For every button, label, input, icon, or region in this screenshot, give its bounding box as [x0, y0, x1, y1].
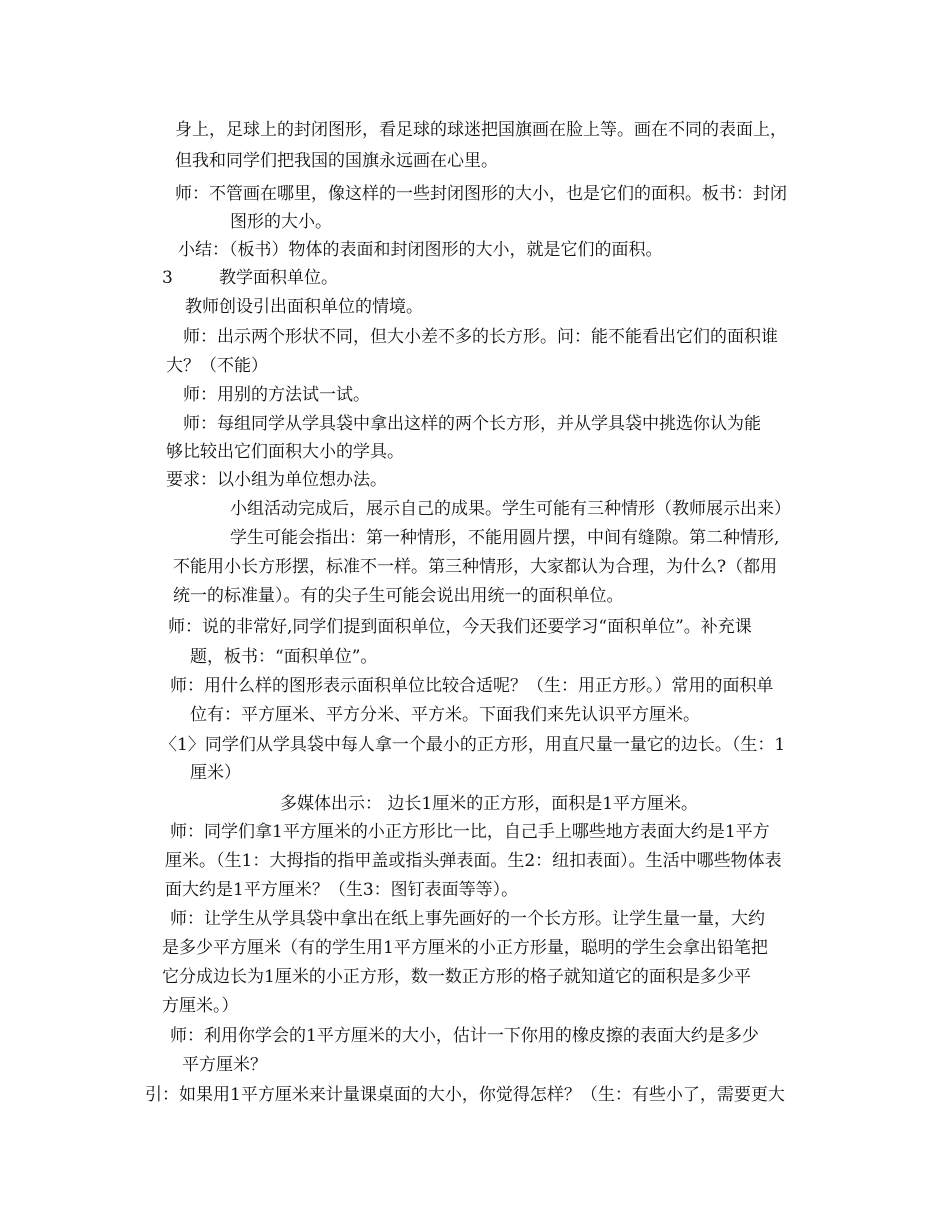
text-line: 多媒体出示： 边长1厘米的正方形，面积是1平方厘米。: [280, 794, 699, 814]
text-line: 但我和同学们把我国的国旗永远画在心里。: [175, 151, 498, 171]
text-line: 师：用什么样的图形表示面积单位比较合适呢？（生：用正方形。）常用的面积单: [170, 676, 774, 696]
text-line: 师：出示两个形状不同，但大小差不多的长方形。问：能不能看出它们的面积谁: [183, 327, 778, 347]
text-line: 平方厘米？: [182, 1055, 267, 1075]
text-line: 小组活动完成后，展示自己的成果。学生可能有三种情形（教师展示出来）: [230, 499, 791, 519]
text-line: 大？（不能）: [166, 356, 268, 376]
text-line: 小结：（板书）物体的表面和封闭图形的大小，就是它们的面积。: [178, 240, 663, 260]
text-line: 方厘米。）: [162, 996, 239, 1016]
text-line: 教师创设引出面积单位的情境。: [185, 297, 423, 317]
text-line: 师：说的非常好,同学们提到面积单位，今天我们还要学习“面积单位”。补充课: [168, 617, 752, 637]
text-line: 面大约是1平方厘米？（生3：图钉表面等等）。: [165, 880, 519, 900]
text-line: 是多少平方厘米（有的学生用1平方厘米的小正方形量，聪明的学生会拿出铅笔把: [162, 938, 768, 958]
text-line: 题，板书：“面积单位”。: [190, 647, 378, 667]
text-line: 厘米）: [190, 763, 241, 783]
text-line: 厘米。（生1：大拇指的指甲盖或指头弹表面。生2：纽扣表面）。生活中哪些物体表: [165, 851, 782, 871]
text-line: 师：用别的方法试一试。: [183, 385, 370, 405]
section-heading: 教学面积单位。: [219, 268, 338, 288]
text-line: 师：每组同学从学具袋中拿出这样的两个长方形，并从学具袋中挑选你认为能: [183, 414, 761, 434]
text-line: 师：同学们拿1平方厘米的小正方形比一比，自己手上哪些地方表面大约是1平方: [170, 822, 770, 842]
text-line: 不能用小长方形摆，标准不一样。第三种情形，大家都认为合理，为什么?（都用: [173, 557, 778, 577]
text-line: 位有：平方厘米、平方分米、平方米。下面我们来先认识平方厘米。: [190, 705, 700, 725]
text-line: 学生可能会指出：第一种情形，不能用圆片摆，中间有缝隙。第二种情形,: [230, 528, 780, 548]
section-number: 3: [162, 268, 173, 288]
text-line: 统一的标准量）。有的尖子生可能会说出用统一的面积单位。: [173, 586, 624, 606]
text-line: 它分成边长为1厘米的小正方形，数一数正方形的格子就知道它的面积是多少平: [162, 967, 751, 987]
text-line: 师：让学生从学具袋中拿出在纸上事先画好的一个长方形。让学生量一量，大约: [170, 909, 765, 929]
text-line: 引：如果用1平方厘米来计量课桌面的大小，你觉得怎样？（生：有些小了，需要更大: [145, 1085, 785, 1105]
text-line: 〈1〉同学们从学具袋中每人拿一个最小的正方形，用直尺量一量它的边长。（生：1: [160, 735, 786, 755]
text-line: 图形的大小。: [230, 212, 332, 232]
text-line: 师：不管画在哪里，像这样的一些封闭图形的大小，也是它们的面积。板书：封闭: [175, 184, 787, 204]
text-line: 要求：以小组为单位想办法。: [166, 470, 387, 490]
text-line: 身上，足球上的封闭图形，看足球的球迷把国旗画在脸上等。画在不同的表面上，: [175, 120, 787, 140]
text-line: 师：利用你学会的1平方厘米的大小，估计一下你用的橡皮擦的表面大约是多少: [170, 1026, 759, 1046]
text-line: 够比较出它们面积大小的学具。: [166, 442, 404, 462]
